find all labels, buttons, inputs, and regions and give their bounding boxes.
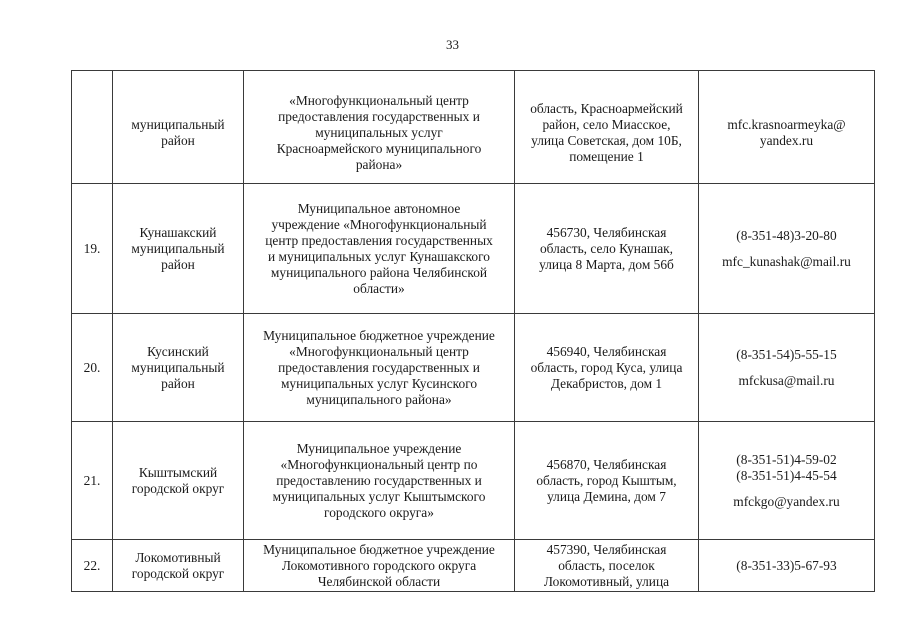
cell-line: район [161, 132, 195, 148]
address-cell [515, 314, 699, 422]
cell-line: Локомотивный, улица [543, 573, 670, 589]
cell-line: муниципальный [131, 116, 225, 132]
cell-line: Кусинский [147, 343, 209, 359]
cell-line: «Многофункциональный центр по [280, 456, 478, 472]
cell-line: 456870, Челябинская [546, 456, 667, 472]
cell-line: городской округ [131, 480, 225, 496]
cell-line: область, поселок [558, 557, 655, 573]
contacts-cell [699, 314, 875, 422]
cell-line: муниципальный [131, 359, 225, 375]
address-cell [515, 540, 699, 592]
address-cell [515, 422, 699, 540]
cell-line: улица 8 Марта, дом 56б [539, 256, 674, 272]
municipality-name-cell [113, 71, 244, 184]
contacts-cell [699, 71, 875, 184]
cell-line [702, 484, 871, 494]
cell-line: Челябинской области [317, 573, 441, 589]
mfc-table [71, 70, 875, 592]
row-number: 19. [72, 184, 113, 314]
address-cell [515, 184, 699, 314]
table-row [72, 314, 875, 422]
cell-line: mfc_kunashak@mail.ru [722, 253, 851, 269]
cell-line: Локомотивный [135, 549, 221, 565]
cell-line: городского округа» [324, 504, 434, 520]
cell-line: Кунашакский [139, 224, 217, 240]
row-number: 22. [72, 540, 113, 592]
cell-line: Декабристов, дом 1 [550, 375, 663, 391]
table-row [72, 422, 875, 540]
cell-line: муниципального района» [306, 391, 452, 407]
municipality-name-cell [113, 422, 244, 540]
cell-line: городской округ [131, 565, 225, 581]
cell-line: «Многофункциональный центр [289, 343, 469, 359]
cell-line [702, 244, 871, 254]
cell-line [702, 363, 871, 373]
municipality-name-cell [113, 540, 244, 592]
cell-line: mfc.krasnoarmeyka@ [727, 116, 846, 132]
cell-line: Муниципальное бюджетное учреждение [263, 327, 495, 343]
contacts-cell [699, 184, 875, 314]
cell-line: район [161, 256, 195, 272]
cell-line: области» [353, 280, 405, 296]
cell-line: mfckusa@mail.ru [738, 372, 835, 388]
cell-line: муниципальных услуг Кыштымского [272, 488, 486, 504]
address-cell [515, 71, 699, 184]
cell-line: Локомотивного городского округа [281, 557, 477, 573]
cell-line: Кыштымский [138, 464, 218, 480]
cell-line: улица Советская, дом 10Б, [531, 132, 682, 148]
organization-name-cell [244, 71, 515, 184]
cell-line: Красноармейского муниципального [276, 140, 482, 156]
cell-line: центр предоставления государственных [265, 232, 493, 248]
cell-line: муниципальных услуг Кусинского [280, 375, 478, 391]
cell-line: область, город Куса, улица [530, 359, 683, 375]
cell-line: (8-351-51)4-45-54 [736, 467, 837, 483]
cell-line: 456730, Челябинская [546, 224, 667, 240]
contacts-cell [699, 540, 875, 592]
cell-line: муниципальных услуг [315, 124, 443, 140]
cell-line: (8-351-51)4-59-02 [736, 451, 837, 467]
organization-name-cell [244, 184, 515, 314]
page-number: 33 [446, 37, 459, 52]
cell-line: район, село Миасское, [542, 116, 671, 132]
row-number: 20. [72, 314, 113, 422]
row-number [72, 71, 113, 184]
cell-line: район [161, 375, 195, 391]
cell-line: района» [355, 156, 403, 172]
municipality-name-cell [113, 184, 244, 314]
cell-line: область, город Кыштым, [536, 472, 677, 488]
cell-line: (8-351-48)3-20-80 [736, 227, 837, 243]
cell-line: учреждение «Многофункциональный [271, 216, 487, 232]
municipality-name-cell [113, 314, 244, 422]
cell-line: yandex.ru [759, 132, 814, 148]
cell-line: помещение 1 [569, 148, 644, 164]
cell-line: Муниципальное бюджетное учреждение [263, 541, 495, 557]
cell-line: муниципального района Челябинской [270, 264, 488, 280]
table-row [72, 184, 875, 314]
cell-line: улица Демина, дом 7 [547, 488, 666, 504]
organization-name-cell [244, 422, 515, 540]
cell-line: и муниципальных услуг Кунашакского [268, 248, 490, 264]
cell-line: «Многофункциональный центр [289, 92, 469, 108]
cell-line: предоставления государственных и [278, 359, 480, 375]
cell-line: 456940, Челябинская [546, 343, 667, 359]
cell-line: предоставлению государственных и [276, 472, 482, 488]
cell-line: Муниципальное учреждение [296, 440, 462, 456]
cell-line: (8-351-33)5-67-93 [736, 557, 837, 573]
table-row [72, 540, 875, 592]
table-row [72, 71, 875, 184]
cell-line: область, село Кунашак, [539, 240, 673, 256]
cell-line: (8-351-54)5-55-15 [736, 346, 837, 362]
cell-line: муниципальный [131, 240, 225, 256]
contacts-cell [699, 422, 875, 540]
cell-line: mfckgo@yandex.ru [733, 493, 840, 509]
row-number: 21. [72, 422, 113, 540]
cell-line: Муниципальное автономное [297, 200, 461, 216]
cell-line: область, Красноармейский [530, 100, 683, 116]
organization-name-cell [244, 314, 515, 422]
cell-line: 457390, Челябинская [546, 541, 667, 557]
organization-name-cell [244, 540, 515, 592]
cell-line: предоставления государственных и [278, 108, 480, 124]
